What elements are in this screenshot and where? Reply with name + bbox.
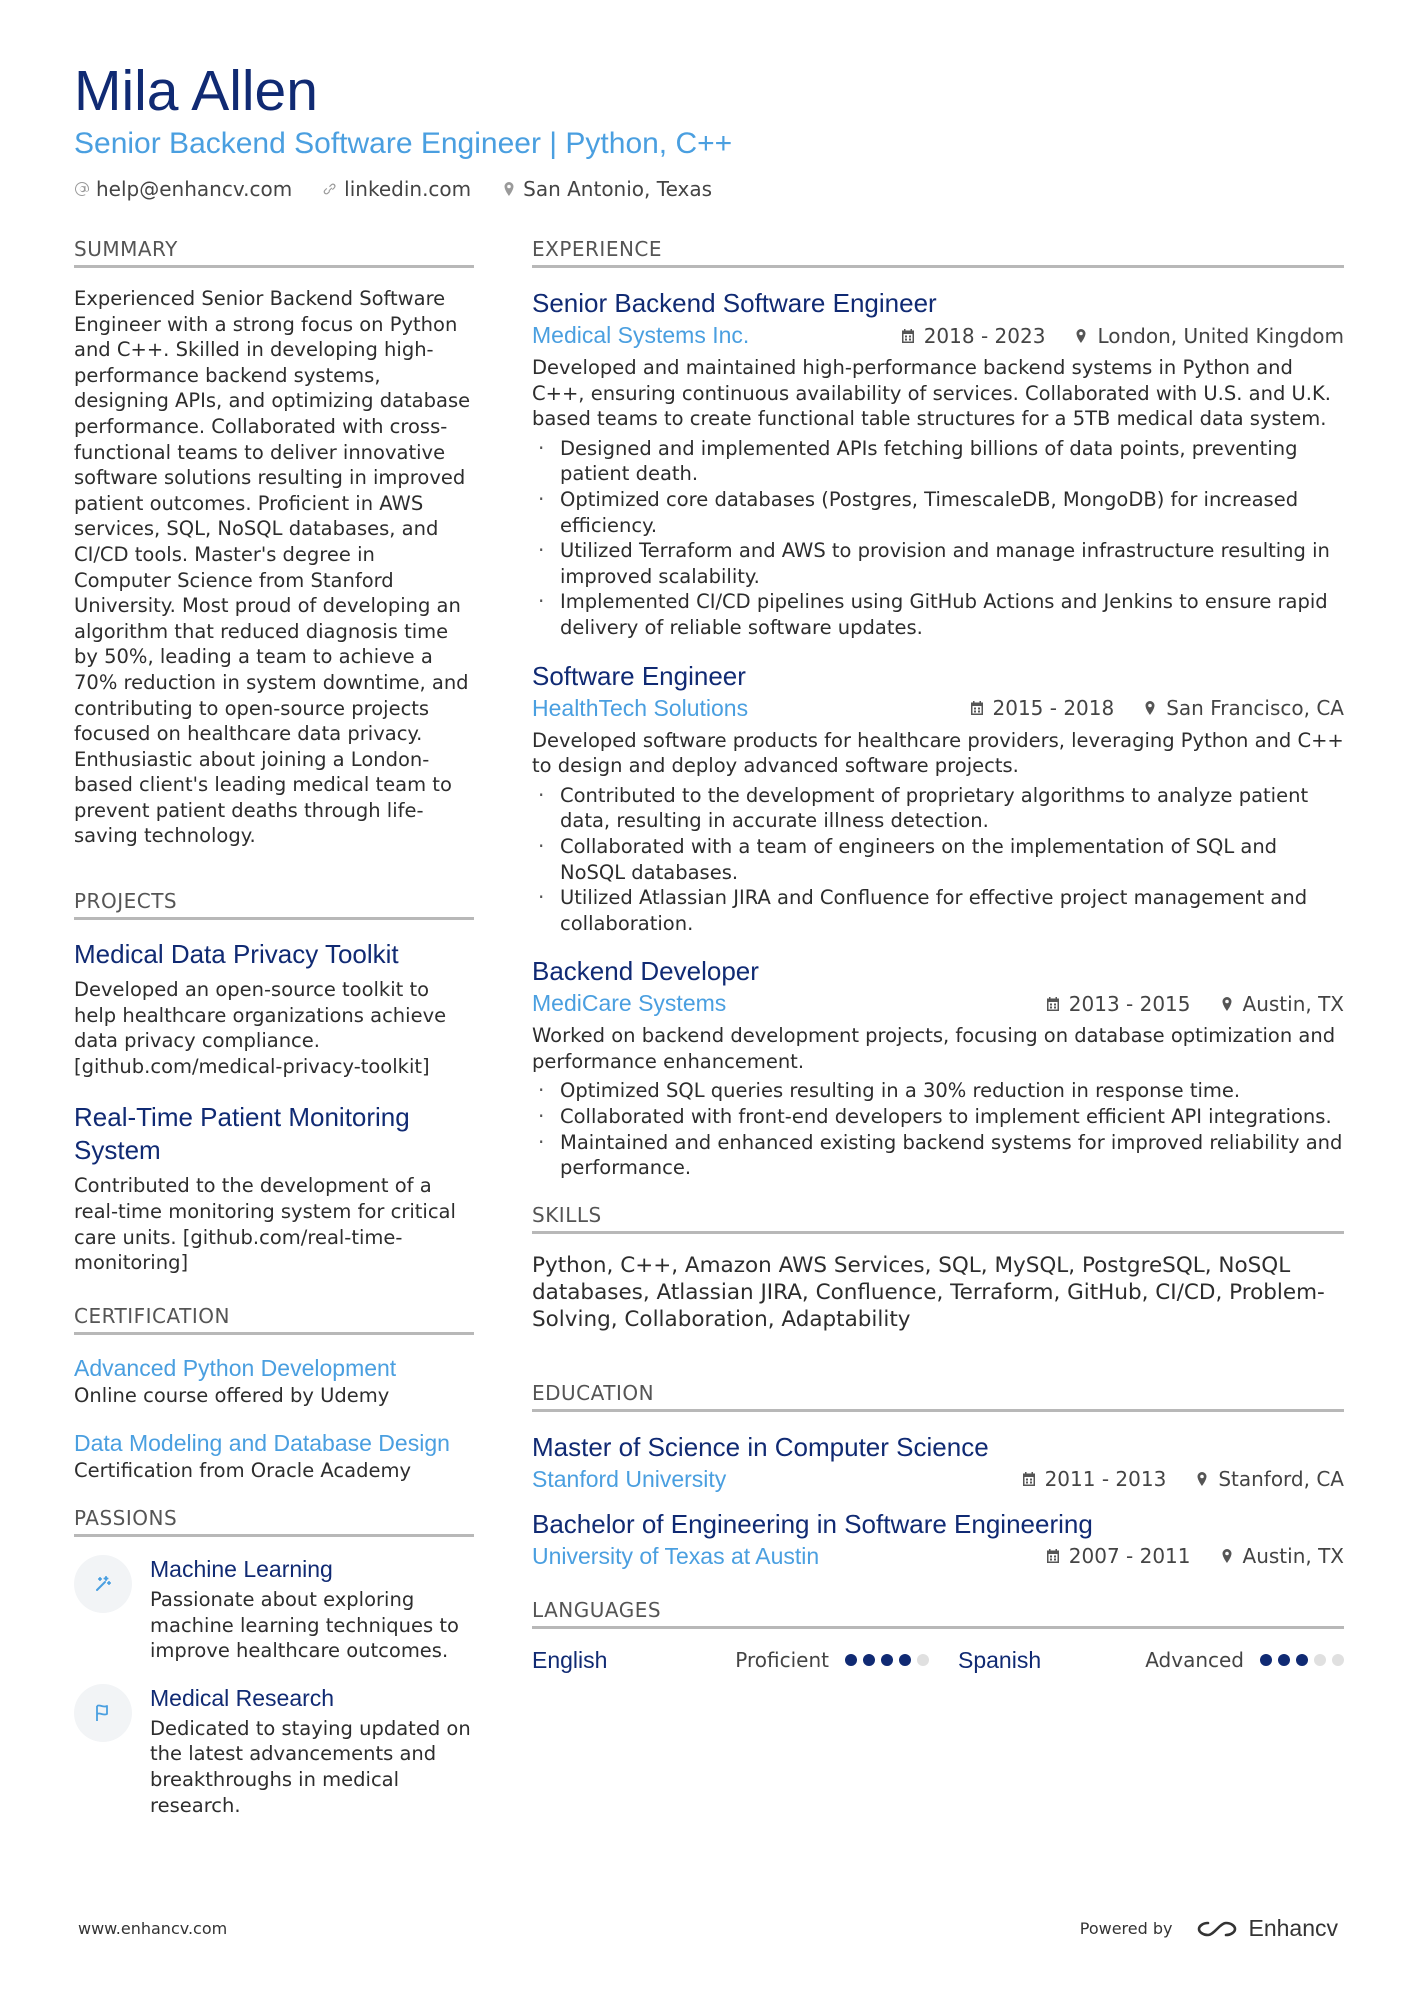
powered-by-label: Powered by <box>1079 1919 1173 1938</box>
job-meta <box>532 322 1344 349</box>
degree-title: Master of Science in Computer Science <box>532 1431 989 1462</box>
job-description: Developed software products for healthcare providers, leveraging Python and C++ to design and deploy advanced software projects. <box>532 728 1344 778</box>
job-bullets <box>532 1078 1344 1180</box>
project-item <box>74 938 474 1079</box>
summary-heading: SUMMARY <box>74 237 474 268</box>
bullet-item: · Implemented CI/CD pipelines using GitHub Actions and Jenkins to ensure rapid delivery of reliable software updates. <box>532 589 1344 640</box>
rating-dot-empty <box>1314 1654 1326 1666</box>
location-pin-icon <box>1219 1548 1235 1564</box>
bullet-item: · Optimized core databases (Postgres, TimescaleDB, MongoDB) for increased efficiency. <box>532 487 1344 538</box>
left-column <box>74 237 474 1838</box>
bullet-item: · Contributed to the development of proprietary algorithms to analyze patient data, resulting in accurate illness detection. <box>532 783 1344 834</box>
rating-dot-filled <box>899 1654 911 1666</box>
candidate-name: Mila Allen <box>74 59 318 123</box>
education-section <box>532 1381 1344 1570</box>
degree-title: Bachelor of Engineering in Software Engineering <box>532 1508 1093 1539</box>
location-text: San Antonio, Texas <box>523 176 713 201</box>
job-description: Developed and maintained high-performance backend systems in Python and C++, ensuring continuous availability of services. Collaborated with U.S. and U.K. based teams to create functional table structures for a 5TB medical data system. <box>532 356 1331 431</box>
passion-icon-badge <box>74 1684 132 1742</box>
rating-dot-filled <box>1278 1654 1290 1666</box>
summary-section <box>74 237 474 849</box>
passion-title: Machine Learning <box>150 1556 333 1582</box>
education-heading: EDUCATION <box>532 1381 1344 1412</box>
calendar-icon <box>969 700 985 716</box>
certification-section <box>74 1304 474 1484</box>
job-dates <box>900 324 1046 348</box>
job-dates <box>969 696 1115 720</box>
project-title: Medical Data Privacy Toolkit <box>74 939 399 970</box>
job-meta <box>532 990 1344 1017</box>
job-location <box>1073 324 1344 348</box>
location-pin-icon <box>1194 1471 1210 1487</box>
bullet-item: · Utilized Atlassian JIRA and Confluence for effective project management and collaboration. <box>532 885 1344 936</box>
projects-section <box>74 889 474 1276</box>
experience-section <box>532 237 1344 1181</box>
footer <box>78 1915 1338 1942</box>
passion-title: Medical Research <box>150 1684 335 1711</box>
skills-section <box>532 1203 1344 1333</box>
dates-text: 2015 - 2018 <box>992 696 1115 721</box>
bullet-item: · Collaborated with a team of engineers on the implementation of SQL and NoSQL databases. <box>532 834 1344 885</box>
language-level: Advanced <box>1145 1648 1244 1673</box>
project-title: Real-Time Patient Monitoring System <box>74 1102 410 1166</box>
location-pin-icon <box>1219 996 1235 1012</box>
contact-linkedin[interactable] <box>322 177 471 201</box>
job-title: Software Engineer <box>532 660 746 691</box>
location-text: Austin, TX <box>1242 1544 1344 1569</box>
language-rating <box>1260 1654 1344 1666</box>
language-name: Spanish <box>958 1646 1042 1673</box>
brand-logo[interactable] <box>1194 1915 1338 1942</box>
contact-location <box>501 177 712 201</box>
passions-section <box>74 1506 474 1818</box>
dates-text: 2018 - 2023 <box>923 323 1046 348</box>
calendar-icon <box>1045 1548 1061 1564</box>
contact-row <box>74 177 1344 201</box>
bullet-item: · Maintained and enhanced existing backend systems for improved reliability and performance. <box>532 1130 1344 1181</box>
skills-heading: SKILLS <box>532 1203 1344 1234</box>
languages-section <box>532 1598 1344 1674</box>
email-text: help@enhancv.com <box>96 176 293 201</box>
language-rating <box>845 1654 929 1666</box>
calendar-icon <box>1045 996 1061 1012</box>
language-name: English <box>532 1646 608 1673</box>
location-text: Austin, TX <box>1242 991 1344 1016</box>
skills-text: Python, C++, Amazon AWS Services, SQL, MySQL, PostgreSQL, NoSQL databases, Atlassian JIRA, Confluence, Terraform, GitHub, CI/CD, Problem-Solving, Collaboration, Adaptability <box>532 1252 1325 1332</box>
rating-dot-filled <box>845 1654 857 1666</box>
language-item <box>958 1647 1344 1674</box>
certification-item <box>74 1428 474 1484</box>
school-name: University of Texas at Austin <box>532 1542 820 1569</box>
job-bullets <box>532 783 1344 937</box>
bullet-item: · Optimized SQL queries resulting in a 30% reduction in response time. <box>532 1078 1344 1104</box>
certification-title: Data Modeling and Database Design <box>74 1430 450 1457</box>
brand-name: Enhancv <box>1248 1915 1338 1941</box>
education-item <box>532 1507 1344 1570</box>
wand-icon <box>91 1572 115 1596</box>
experience-item <box>532 286 1344 641</box>
passion-icon-badge <box>74 1555 132 1613</box>
job-title: Backend Developer <box>532 956 759 987</box>
location-pin-icon <box>1142 700 1158 716</box>
certification-text: Certification from Oracle Academy <box>74 1459 412 1483</box>
rating-dot-empty <box>1332 1654 1344 1666</box>
job-location <box>1142 696 1344 720</box>
calendar-icon <box>1021 1471 1037 1487</box>
dates-text: 2013 - 2015 <box>1068 991 1191 1016</box>
location-text: San Francisco, CA <box>1166 696 1344 721</box>
passion-text: Passionate about exploring machine learning techniques to improve healthcare outcomes. <box>150 1588 459 1663</box>
job-meta <box>532 695 1344 722</box>
certification-title: Advanced Python Development <box>74 1354 397 1381</box>
dates-text: 2011 - 2013 <box>1044 1467 1167 1492</box>
language-item <box>532 1647 958 1674</box>
experience-heading: EXPERIENCE <box>532 237 1344 268</box>
company-name: Medical Systems Inc. <box>532 322 750 348</box>
rating-dot-empty <box>917 1654 929 1666</box>
bullet-item: · Collaborated with front-end developers to implement efficient API integrations. <box>532 1104 1344 1130</box>
location-text: Stanford, CA <box>1218 1467 1344 1492</box>
powered-by <box>1080 1915 1338 1942</box>
company-name: HealthTech Solutions <box>532 694 749 721</box>
job-dates <box>1045 992 1191 1016</box>
projects-heading: PROJECTS <box>74 889 474 920</box>
job-bullets <box>532 436 1344 641</box>
rating-dot-filled <box>863 1654 875 1666</box>
education-dates <box>1021 1467 1167 1491</box>
education-item <box>532 1430 1344 1493</box>
bullet-item: · Utilized Terraform and AWS to provision and manage infrastructure resulting in improved scalability. <box>532 538 1344 589</box>
education-location <box>1219 1544 1344 1568</box>
job-description: Worked on backend development projects, focusing on database optimization and performance enhancement. <box>532 1024 1336 1073</box>
contact-email[interactable] <box>74 177 292 201</box>
candidate-title: Senior Backend Software Engineer | Python, C++ <box>74 126 733 160</box>
dates-text: 2007 - 2011 <box>1068 1544 1191 1569</box>
location-pin-icon <box>1073 328 1089 344</box>
experience-item <box>532 954 1344 1181</box>
rating-dot-filled <box>1296 1654 1308 1666</box>
link-icon <box>322 181 338 197</box>
right-column <box>532 237 1344 1838</box>
passion-item <box>74 1555 474 1664</box>
project-text: Contributed to the development of a real-time monitoring system for critical care units. [github.com/real-time-monitoring] <box>74 1174 456 1275</box>
education-meta <box>532 1466 1344 1493</box>
flag-icon <box>91 1701 115 1725</box>
job-location <box>1219 992 1344 1016</box>
rating-dot-filled <box>881 1654 893 1666</box>
location-text: London, United Kingdom <box>1097 323 1344 348</box>
project-text: Developed an open-source toolkit to help healthcare organizations achieve data privacy compliance. [github.com/medical-privacy-toolkit] <box>74 978 447 1078</box>
languages-heading: LANGUAGES <box>532 1598 1344 1629</box>
education-dates <box>1045 1544 1191 1568</box>
bullet-item: · Designed and implemented APIs fetching billions of data points, preventing patient death. <box>532 436 1344 487</box>
education-location <box>1194 1467 1344 1491</box>
rating-dot-filled <box>1260 1654 1272 1666</box>
experience-item <box>532 659 1344 937</box>
calendar-icon <box>900 328 916 344</box>
certification-item <box>74 1353 474 1409</box>
passions-heading: PASSIONS <box>74 1506 474 1537</box>
passion-text: Dedicated to staying updated on the latest advancements and breakthroughs in medical research. <box>150 1716 471 1817</box>
linkedin-text: linkedin.com <box>344 176 472 201</box>
enhancv-logo-icon <box>1194 1917 1240 1941</box>
summary-text: Experienced Senior Backend Software Engineer with a strong focus on Python and C++. Skilled in developing high-performance backend systems, designing APIs, and optimizing database performance. Collaborated with cross-functional teams to deliver innovative software solutions resulting in improved patient outcomes. Proficient in AWS services, SQL, NoSQL databases, and CI/CD tools. Master's degree in Computer Science from Stanford University. Most proud of developing an algorithm that reduced diagnosis time by 50%, leading a team to achieve a 70% reduction in system downtime, and contributing to open-source projects focused on healthcare data privacy. Enthusiastic about joining a London-based client's leading medical team to prevent patient deaths through life-saving technology. <box>74 287 471 848</box>
project-item <box>74 1101 474 1275</box>
certification-text: Online course offered by Udemy <box>74 1383 390 1407</box>
company-name: MediCare Systems <box>532 990 727 1017</box>
at-icon <box>74 181 90 197</box>
certification-heading: CERTIFICATION <box>74 1304 474 1335</box>
school-name: Stanford University <box>532 1465 727 1492</box>
education-meta <box>532 1543 1344 1570</box>
language-level: Proficient <box>735 1648 829 1673</box>
location-pin-icon <box>501 181 517 197</box>
passion-item <box>74 1684 474 1818</box>
resume-page <box>74 59 1344 1817</box>
job-title: Senior Backend Software Engineer <box>532 288 937 318</box>
footer-url[interactable]: www.enhancv.com <box>78 1919 228 1938</box>
